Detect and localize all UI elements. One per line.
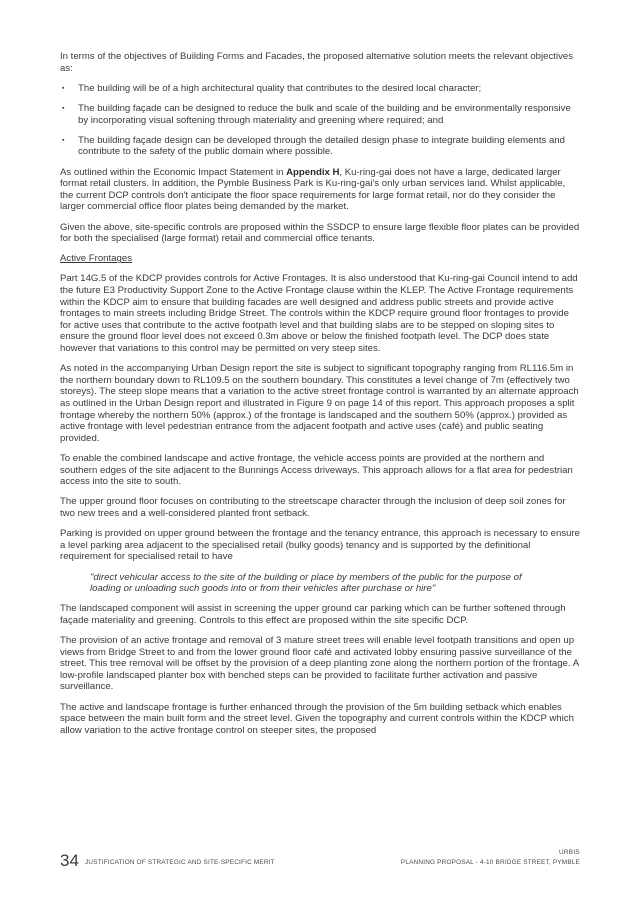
- bullet-text: The building façade design can be developed through the detailed design phase to integrate building elements and contribute to the safety of the public domain where possible.: [78, 134, 565, 158]
- body-paragraph: The landscaped component will assist in screening the upper ground car parking which can be further softened through façade materiality and greening. Controls to this effect are proposed within the site specific DCP.: [60, 603, 566, 626]
- bullet-icon: ▪: [62, 136, 65, 144]
- body-paragraph: Parking is provided on upper ground between the frontage and the tenancy entrance, this approach is necessary to ensure a level parking area adjacent to the specialised retail (bulky goods) tenancy and is supported by the definitional requirement for specialised retail to have: [60, 528, 580, 563]
- page-footer: [60, 849, 580, 872]
- bullet-text: The building will be of a high architectural quality that contributes to the desired local character;: [78, 82, 482, 94]
- given-paragraph: Given the above, site-specific controls are proposed within the SSDCP to ensure large flexible floor plates can be provided for both the specialised (large format) retail and commercial office tenants.: [60, 221, 580, 245]
- body-paragraph: Part 14G.5 of the KDCP provides controls for Active Frontages. It is also understood that Ku-ring-gai Council intend to add the future E3 Productivity Support Zone to the Active Frontage clause within the KLEP. The Active Frontage requirements within the KDCP aim to ensure that building facades are well designed and address public streets and provide active frontages to main streets including Bridge Street. The controls within the KDCP require ground floor frontages to provide for active uses that contribute to the active footpath level and that building slabs are to be stepped on sloping sites to ensure the ground floor level does not exceed 0.3m above or below the finished footpath level. The DCP does state however that variations to this control may be permitted on very steep sites.: [60, 273, 578, 355]
- intro-paragraph: In terms of the objectives of Building Forms and Facades, the proposed alternative solution meets the relevant objectives as:: [60, 51, 574, 74]
- section-heading-active-frontages: Active Frontages: [60, 253, 132, 265]
- econ-text-before: As outlined within the Economic Impact Statement in: [60, 166, 287, 178]
- footer-document-title: PLANNING PROPOSAL - 4-10 BRIDGE STREET, PYMBLE: [400, 859, 580, 866]
- body-paragraph: The upper ground floor focuses on contributing to the streetscape character through the inclusion of deep soil zones for two new trees and a well-considered planted front setback.: [60, 496, 566, 519]
- block-quote: "direct vehicular access to the site of the building or place by members of the public for the purpose of loading or unloading such goods into or from their vehicles after purchase or hire": [90, 571, 522, 595]
- footer-section-title: JUSTIFICATION OF STRATEGIC AND SITE-SPECIFIC MERIT: [85, 859, 275, 866]
- economic-impact-paragraph: [60, 167, 580, 213]
- body-paragraph: As noted in the accompanying Urban Design report the site is subject to significant topography ranging from RL116.5m in the northern boundary down to RL109.5 on the southern boundary. This constitutes a level change of 7m (effectively two storeys). The steep slope means that a variation to the active street frontage control is warranted by an alternate approach as outlined in the Urban Design report and illustrated in Figure 9 on page 14 of this report. This approach proposes a split frontage whereby the northern 50% (approx.) of the frontage is landscaped and the southern 50% (approx.) provided as active frontage with level pedestrian entrance from the adjacent footpath and active uses (café) and public seating provided.: [60, 363, 579, 444]
- bullet-icon: ▪: [62, 84, 65, 92]
- econ-text-after: , Ku-ring-gai does not have a large, dedicated larger format retail clusters. In addition, the Pymble Business Park is Ku-ring-gai's only urban services land. Whilst applicable, the current DCP controls don't anticipate the floor space requirements for large format retail, nor do they consider the larger commercial office floor plates being demanded by the market.: [60, 166, 566, 213]
- list-item: [60, 103, 580, 126]
- body-paragraph: The active and landscape frontage is further enhanced through the provision of the 5m building setback which enables space between the main built form and the street level. Given the topography and current controls within the KDCP which allow variation to the active frontage control on steeper sites, the proposed: [60, 701, 574, 736]
- objectives-list: [60, 83, 580, 158]
- page-number: 34: [60, 851, 79, 870]
- bullet-icon: ▪: [62, 104, 65, 112]
- page-body: [60, 51, 580, 745]
- list-item: [60, 83, 580, 95]
- footer-brand: URBIS: [558, 849, 580, 856]
- list-item: [60, 135, 580, 158]
- appendix-reference: Appendix H: [286, 166, 340, 178]
- body-paragraph: The provision of an active frontage and removal of 3 mature street trees will enable level footpath transitions and open up views from Bridge Street to and from the lower ground floor café and activated lobby ensuring passive surveillance of the street. This tree removal will be offset by the provision of a deep planting zone along the northern portion of the frontage. A low-profile landscaped planter box with benched steps can be provided to facilitate further activation and passive surveillance.: [60, 635, 579, 693]
- body-paragraph: To enable the combined landscape and active frontage, the vehicle access points are provided at the northern and southern edges of the site adjacent to the Bunnings Access driveways. This approach allows for a flat area for pedestrian access into the site to south.: [60, 452, 573, 488]
- bullet-text: The building façade can be designed to reduce the bulk and scale of the building and be environmentally responsive by incorporating visual softening through materiality and greening where required; and: [78, 102, 571, 126]
